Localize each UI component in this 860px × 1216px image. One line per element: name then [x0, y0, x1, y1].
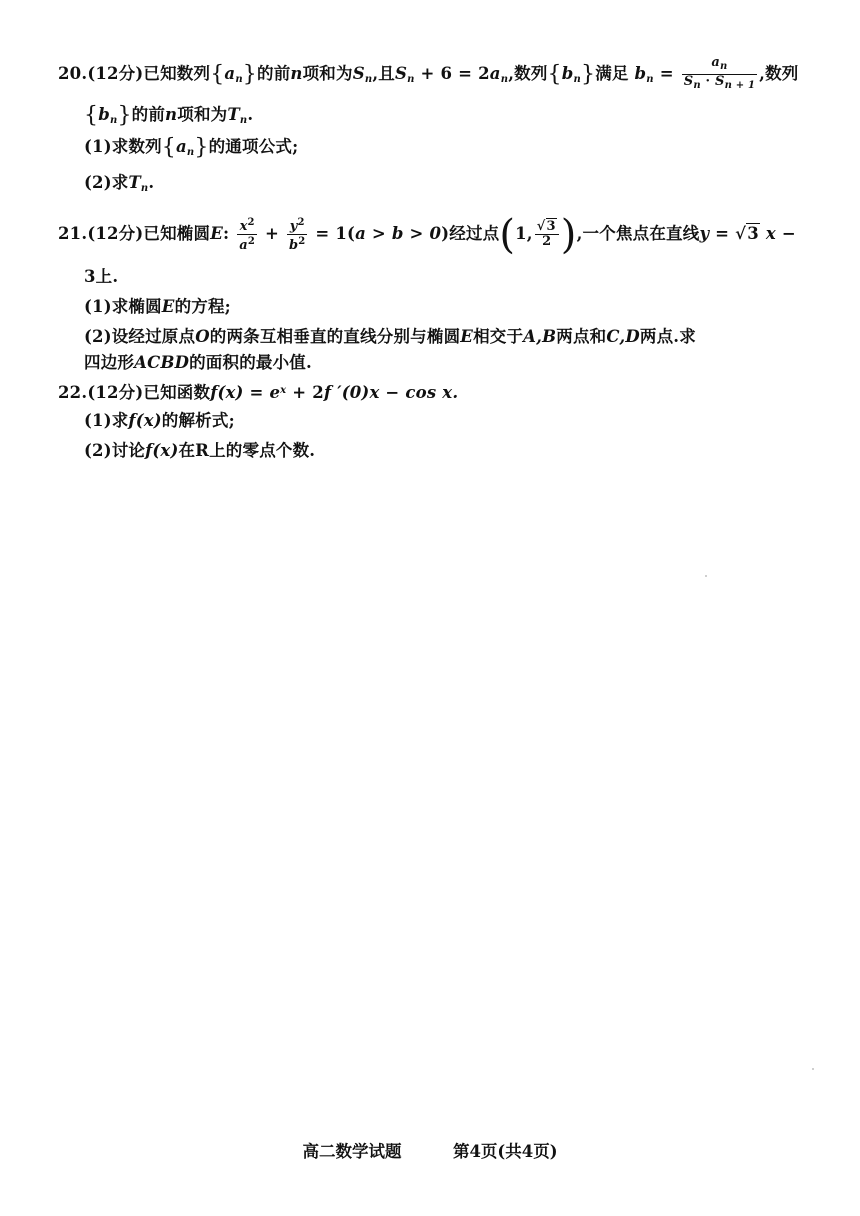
- subscript-n: n: [573, 74, 581, 85]
- subscript-n-plus-1: n + 1: [724, 80, 756, 91]
- plus: +: [264, 224, 280, 243]
- q21-part2-text: 相交于: [473, 327, 524, 346]
- q20-text: 已知数列: [143, 64, 211, 83]
- q20-seq-a: a: [224, 64, 236, 83]
- point-x: 1,: [515, 224, 533, 243]
- var-a: a: [711, 55, 720, 70]
- q20-text: 的前: [257, 64, 291, 83]
- superscript-2: 2: [297, 217, 305, 228]
- footer-page-number: 第4页(共4页): [452, 1142, 558, 1161]
- q21-number: 21.: [58, 224, 88, 243]
- subscript-n: n: [500, 74, 509, 85]
- sqrt-3: 3: [747, 224, 759, 243]
- q21-part2-text: 四边形: [84, 353, 135, 372]
- var-O: O: [195, 327, 210, 346]
- q22-part-2: [84, 440, 315, 462]
- q20-part2-text: (2)求: [84, 173, 129, 192]
- sqrt-3: 3: [546, 219, 556, 234]
- function-f: f(x) = e: [210, 383, 281, 402]
- q20-text: ,数列: [759, 64, 799, 83]
- q20-text: 项和为: [177, 105, 228, 124]
- q20-line-1: 20.(12分)已知数列$\{a_n\}$的前n项和为$S_n$,且$S_n + 6 = 2a_n$,数列$\{b_n\}$满足 $b_n$ = $\frac{a_n}{S_n \cdot S_{n + 1}}$ ,数列: [58, 55, 799, 91]
- q20-text: 的前: [131, 105, 166, 124]
- real-numbers: R: [195, 441, 210, 460]
- var-E: E: [161, 297, 175, 316]
- q21-part2-text: (2)设经过原点: [84, 327, 196, 346]
- subscript-n: n: [646, 74, 654, 85]
- subscript-n: n: [109, 115, 118, 126]
- var-b: b: [561, 64, 574, 83]
- page-footer: [0, 1138, 860, 1162]
- period: .: [148, 173, 155, 192]
- equals: =: [659, 64, 674, 83]
- line-x: x −: [765, 224, 796, 243]
- q20-score: (12分): [87, 64, 144, 83]
- superscript-2: 2: [247, 236, 256, 247]
- q20-text: 项和为: [302, 64, 353, 83]
- var-S: S: [394, 64, 408, 83]
- quad-ACBD: ACBD: [134, 353, 190, 372]
- var-E: E: [460, 327, 474, 346]
- scan-speck: [705, 575, 707, 577]
- var-S: S: [714, 74, 725, 89]
- footer-subject: 高二数学试题: [302, 1142, 402, 1161]
- var-a: a: [239, 238, 248, 253]
- var-T: T: [227, 105, 240, 124]
- q20-part-1: (1)求数列$\{a_n\}$的通项公式;: [84, 135, 299, 160]
- q20-part-2: [84, 172, 154, 200]
- f-prime-term: f ′(0)x − cos x.: [323, 383, 459, 402]
- scan-speck: [812, 1068, 814, 1070]
- line-y: y =: [699, 224, 730, 243]
- var-y: y: [289, 219, 298, 234]
- q21-part-1: [84, 296, 231, 318]
- denominator-2: 2: [542, 234, 552, 249]
- subscript-n: n: [186, 147, 195, 158]
- var-S: S: [352, 64, 365, 83]
- plus-two: + 2: [286, 383, 324, 402]
- subscript-n: n: [693, 80, 701, 91]
- superscript-2: 2: [247, 217, 255, 228]
- q22-part1-text: 的解析式;: [161, 411, 235, 430]
- q20-text: 满足: [595, 64, 629, 83]
- q21-score: (12分): [87, 224, 144, 243]
- subscript-n: n: [407, 74, 415, 85]
- q21-line2-text: 3上.: [84, 267, 119, 286]
- subscript-n: n: [235, 74, 243, 85]
- q21-point-fraction: $\frac{√3}{2}$: [535, 220, 559, 249]
- var-a: a: [176, 137, 187, 156]
- q20-line-2: $\{b_n\}$的前n项和为$T_n$.: [84, 103, 254, 128]
- var-E: E: [210, 224, 223, 243]
- superscript-x: x: [280, 385, 287, 396]
- subscript-n: n: [140, 183, 149, 194]
- var-a: a: [489, 64, 501, 83]
- var-n: n: [165, 105, 178, 124]
- q22-part2-text: (2)讨论: [84, 441, 146, 460]
- var-T: T: [128, 173, 141, 192]
- var-x: x: [239, 219, 248, 234]
- q21-text: )经过点: [441, 224, 500, 243]
- points-CD: C,D: [606, 327, 640, 346]
- q22-number: 22.: [58, 383, 88, 402]
- period: .: [247, 105, 254, 124]
- q22-part2-text: 在: [178, 441, 196, 460]
- q21-fraction-y: [287, 216, 307, 253]
- q22-part2-text: 上的零点个数.: [209, 441, 316, 460]
- q21-part1-text: (1)求椭圆: [84, 297, 162, 316]
- q21-part-2: [84, 326, 696, 348]
- colon: :: [222, 224, 230, 243]
- q22-part1-text: (1)求: [84, 411, 129, 430]
- points-AB: A,B: [523, 327, 557, 346]
- subscript-n: n: [364, 74, 373, 85]
- q22-part-1: [84, 410, 235, 432]
- q21-part1-text: 的方程;: [174, 297, 231, 316]
- q21-line-2: [84, 266, 118, 288]
- q22-score: (12分): [87, 383, 144, 402]
- q21-text: 已知椭圆: [143, 224, 211, 243]
- q20-text: ,数列: [508, 64, 548, 83]
- q20-fraction: [682, 56, 757, 93]
- q22-line-1: [58, 380, 458, 404]
- equals-one: = 1(: [315, 224, 356, 243]
- q20-text: ,且: [372, 64, 395, 83]
- q21-part2-text: 两点和: [556, 327, 607, 346]
- q20-equation: + 6 = 2: [420, 64, 490, 83]
- dot: ·: [700, 74, 715, 89]
- function-f: f(x): [128, 411, 162, 430]
- q21-part2-text: 两点.求: [639, 327, 696, 346]
- q21-part2-text: 的两条互相垂直的直线分别与椭圆: [209, 327, 461, 346]
- subscript-n: n: [720, 61, 728, 72]
- superscript-2: 2: [298, 236, 306, 247]
- q20-part1-text: (1)求数列: [84, 137, 162, 156]
- var-b: b: [98, 105, 110, 124]
- q21-fraction-x: [237, 216, 257, 253]
- var-b: b: [634, 64, 647, 83]
- q21-line-1: 21.(12分)已知椭圆E: $\frac{x^2}{a^2}$ + $\frac{y^2}{b^2}$ = 1(a > b > 0)经过点(1, $\frac{√3}{2}$ ),一个焦点在直线y = √3 x −: [58, 212, 796, 258]
- q21-text: ,一个焦点在直线: [576, 224, 700, 243]
- q21-part-2-line-2: [84, 352, 312, 374]
- var-S: S: [683, 74, 694, 89]
- var-b: b: [288, 238, 299, 253]
- q22-text: 已知函数: [143, 383, 211, 402]
- q20-number: 20.: [58, 64, 88, 83]
- function-f: f(x): [145, 441, 179, 460]
- subscript-n: n: [239, 115, 248, 126]
- q20-part1-text: 的通项公式;: [208, 137, 299, 156]
- var-n: n: [290, 64, 303, 83]
- q21-part2-text: 的面积的最小值.: [189, 353, 312, 372]
- condition: a > b > 0: [355, 224, 442, 243]
